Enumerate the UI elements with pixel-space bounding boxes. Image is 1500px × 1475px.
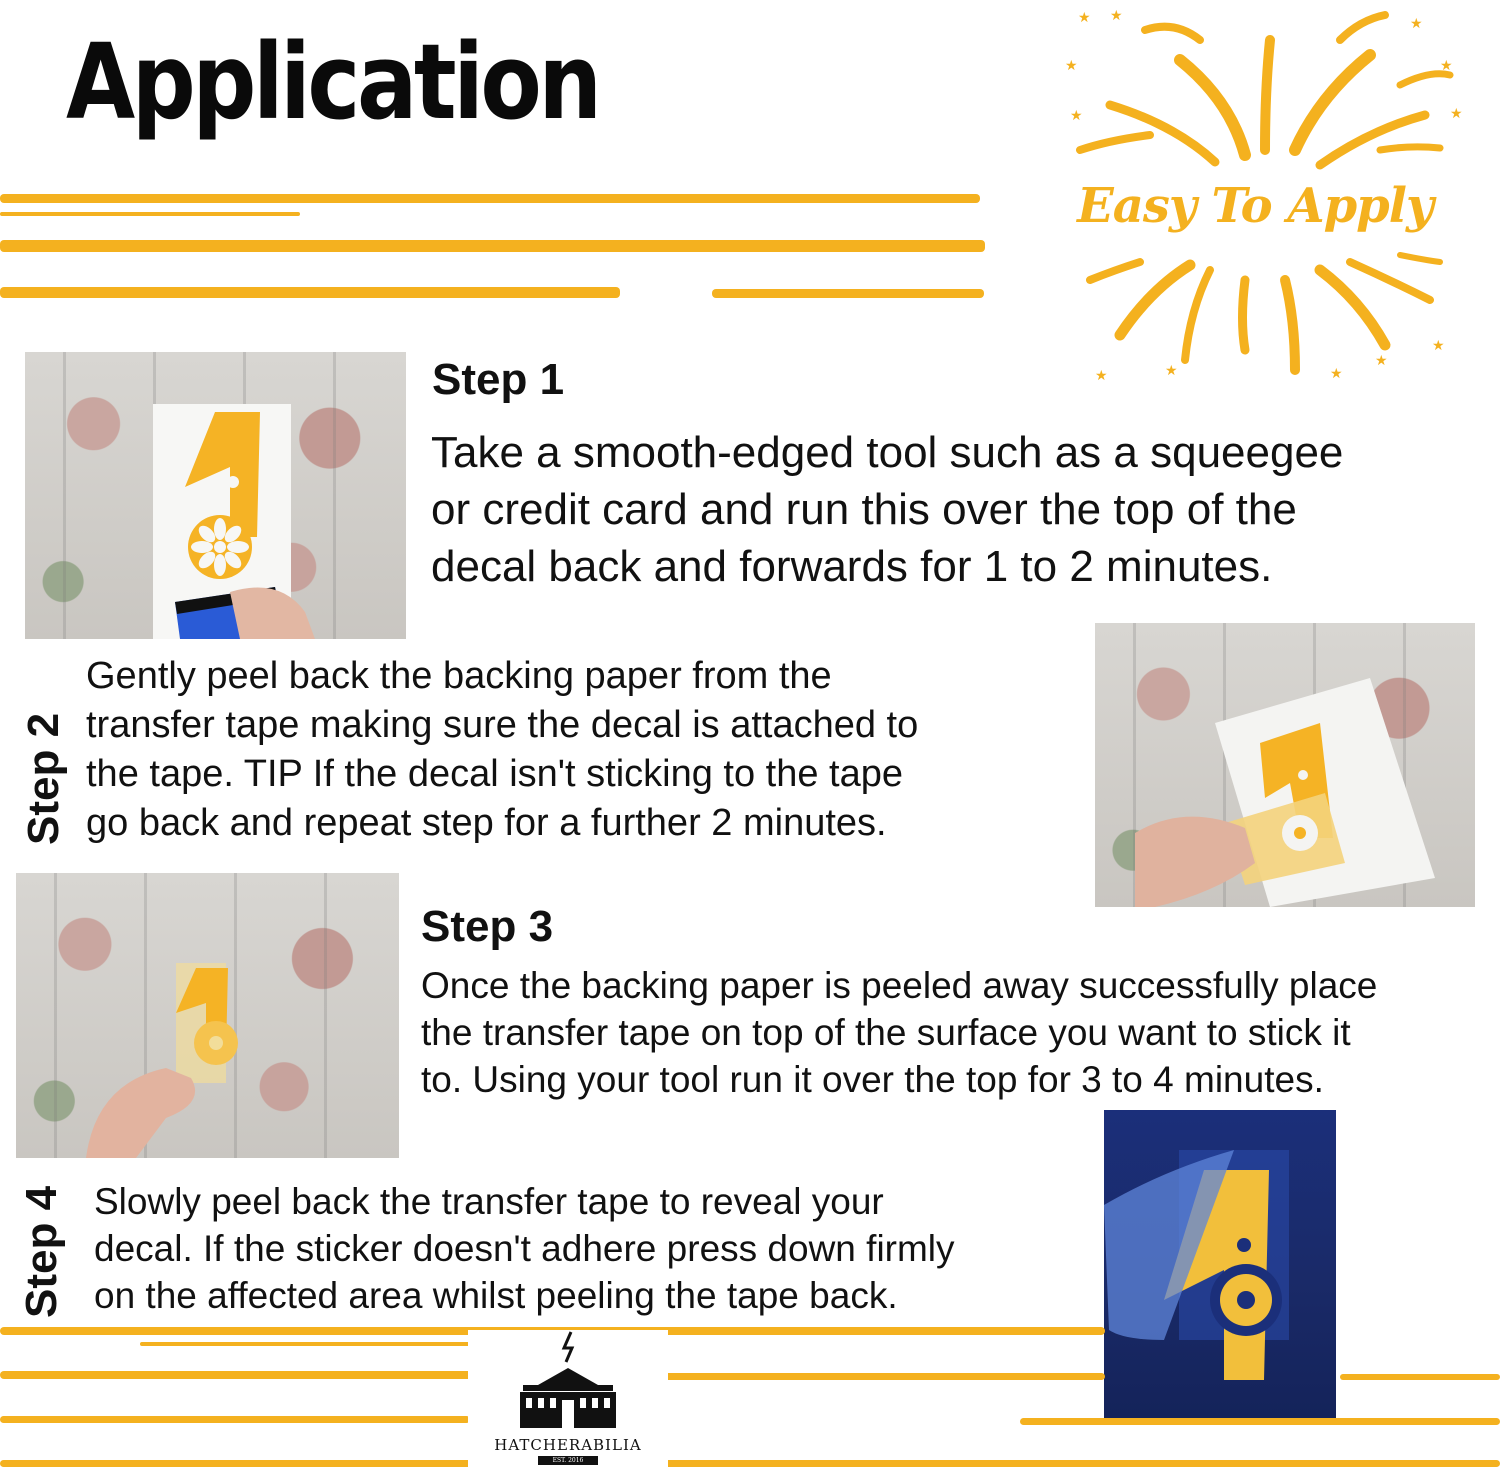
svg-text:★: ★ [1110,8,1123,24]
svg-text:★: ★ [1078,10,1091,26]
logo-name: HATCHERABILIA [494,1436,642,1454]
step4-text [94,1178,955,1319]
page-title: Application [66,21,599,143]
step4-line: on the affected area whilst peeling the tape back. [94,1275,898,1316]
svg-text:★: ★ [1065,58,1078,74]
svg-text:★: ★ [1165,363,1178,379]
step2-line: the tape. TIP If the decal isn't sticking to the tape [86,753,904,795]
step1-line: Take a smooth-edged tool such as a squeegee [431,428,1344,477]
step3-line: Once the backing paper is peeled away successfully place [421,965,1378,1006]
step3-photo [16,873,399,1158]
step2-line: transfer tape making sure the decal is attached to [86,704,919,746]
svg-text:★: ★ [1450,106,1463,122]
step1-line: decal back and forwards for 1 to 2 minutes. [431,542,1273,591]
step3-text [421,962,1377,1103]
svg-text:★: ★ [1070,108,1083,124]
svg-text:★: ★ [1095,368,1108,384]
step2-text [86,652,918,848]
svg-text:★: ★ [1330,366,1343,382]
step2-line: Gently peel back the backing paper from the [86,655,832,697]
step1-photo [25,352,406,639]
svg-text:★: ★ [1410,16,1423,32]
svg-text:★: ★ [1440,58,1453,74]
step4-photo [1104,1110,1336,1418]
step3-line: the transfer tape on top of the surface you want to stick it [421,1012,1351,1053]
step2-line: go back and repeat step for a further 2 minutes. [86,802,887,844]
step3-line: to. Using your tool run it over the top for 3 to 4 minutes. [421,1059,1324,1100]
step4-heading: Step 4 [17,1185,66,1318]
step2-photo [1095,623,1475,907]
badge-text: Easy To Apply [1077,178,1433,234]
step4-line: Slowly peel back the transfer tape to reveal your [94,1181,884,1222]
step3-heading: Step 3 [421,902,554,951]
logo-est: EST. 2016 [538,1456,598,1465]
building-icon [468,1330,668,1430]
step1-line: or credit card and run this over the top of the [431,485,1297,534]
svg-text:★: ★ [1375,353,1388,369]
step4-line: decal. If the sticker doesn't adhere press down firmly [94,1228,955,1269]
step1-text [431,424,1343,595]
step2-heading: Step 2 [19,712,68,845]
step1-heading: Step 1 [432,355,565,404]
brand-logo [468,1330,668,1470]
easy-to-apply-badge [1040,0,1500,395]
svg-text:★: ★ [1432,338,1445,354]
